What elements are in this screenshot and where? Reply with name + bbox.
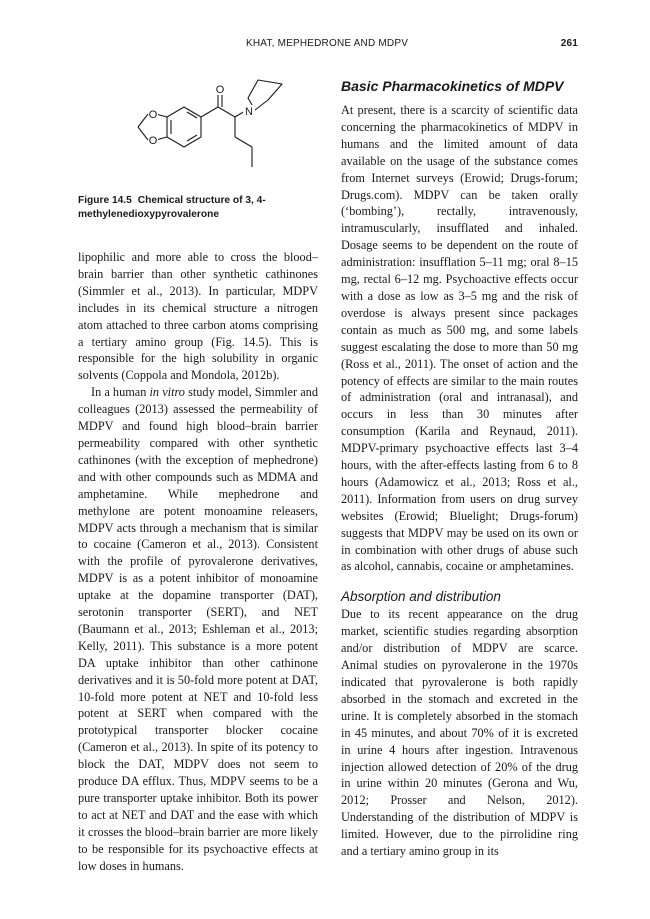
figure-caption — [78, 194, 324, 222]
figure — [78, 74, 324, 222]
benzene-ring — [167, 107, 201, 147]
aromatic-bond — [187, 112, 197, 118]
chemical-structure-diagram — [108, 74, 298, 184]
figure-number: Figure 14.5 — [78, 195, 132, 206]
body-paragraph: Due to its recent appearance on the drug market, scientific studies regarding absorption and/or distribution of MDPV are scarce. Animal studies on pyrovalerone in the 1970s indicated that pyrovalerone is both rapidly absorbed in the stomach and excreted in the urine. It is completely absorbed in the stomach in 45 minutes, and about 70% of it is excreted in urine 4 hours after ingestion. Intravenous injection allowed detection of 20% of the drug in urine within 20 minutes (Gerona and Wu, 2012; Prosser and Nelson, 2012). Understanding of the distribution of MDPV is limited. However, due to the pirrolidine ring and a tertiary amino group in its — [341, 607, 578, 859]
running-head — [78, 38, 578, 52]
oxygen-atom-label: O — [148, 135, 158, 147]
subsection-heading: Absorption and distribution — [341, 589, 501, 605]
running-title: KHAT, MEPHEDRONE AND MDPV — [246, 38, 409, 49]
page-number: 261 — [560, 38, 578, 49]
right-column — [341, 77, 578, 860]
figure-caption-text: Chemical structure of 3, 4-methylenedioxypyrovalerone — [78, 195, 266, 220]
body-paragraph: At present, there is a scarcity of scientific data concerning the pharmacokinetics of MDPV in humans and the limited amount of data available on the usage of the substance comes from Internet surveys (Erowid; Drugs-forum; Drugs.com). MDPV can be taken orally (‘bombing’), rectally, intravenously, intramuscularly, insufflated and inhaled. Dosage seems to be dependent on the route of administration: insufflation 5–11 mg; oral 8–15 mg, rectal 6–12 mg. Psychoactive effects occur with a dose as low as 3–5 mg and the risk of overdose is always present since packages contain as much as 500 mg, and some labels suggest escalating the dose to more than 50 mg (Ross et al., 2011). The onset of action and the potency of effects are similar to the main routes of administration (oral and intranasal), and occurs in less than 30 minutes after consumption (Karila and Reynaud, 2011). MDPV-primary psychoactive effects last 3–4 hours, with the after-effects lasting from 6 to 8 hours (Adamowicz et al., 2013; Ross et al., 2011). Information from users on drug survey websites (Erowid; Bluelight; Drugs-forum) suggests that MDPV may be used on its own or in combination with other drugs of abuse such as alcohol, cannabis, cocaine or amphetamines. — [341, 103, 578, 574]
oxygen-atom-label: O — [148, 109, 158, 121]
body-paragraph — [78, 384, 318, 874]
body-paragraph: lipophilic and more able to cross the blood–brain barrier than other synthetic cathinones (Simmler et al., 2013). In particular, MDPV includes in its chemical structure a nitrogen atom attached to three carbon atoms comprising a tertiary amino group (Fig. 14.5). This is responsible for the high solubility in organic solvents (Coppola and Mondola, 2012b). — [78, 250, 318, 383]
italic-term: in vitro — [149, 385, 185, 400]
oxygen-atom-label: O — [215, 84, 225, 96]
section-heading: Basic Pharmacokinetics of MDPV — [341, 78, 564, 94]
left-column — [78, 249, 318, 875]
nitrogen-atom-label: N — [245, 106, 253, 118]
paragraph-text: study model, Simmler and colleagues (2013) assessed the permeability of MDPV and found high blood–brain barrier permeability compared with other synthetic cathinones (with the exception of mephedrone) and with other compounds such as MDMA and amphetamine. While mephedrone and methylone are potent monoamine releasers, MDPV acts through a mechanism that is similar to cocaine (Cameron et al., 2013). Consistent with the profile of pyrovalerone derivatives, MDPV is as a potent inhibitor of monoamine uptake at the dopamine transporter (DAT), serotonin transporter (SERT), and NET (Baumann et al., 2013; Eshleman et al., 2013; Kelly, 2011). This substance is a more potent DA uptake inhibitor than other cathinone derivatives and it is 50-fold more potent at DAT, 10-fold more potent at NET and 10-fold less potent at SERT when compared with the prototypical transporter blocker cocaine (Cameron et al., 2013). In spite of its potency to block the DAT, MDPV does not seem to produce DA efflux. Thus, MDPV seems to be a pure transporter uptake inhibitor. Both its power to act at NET and DAT and the ease with which it crosses the blood–brain barrier are more likely to be responsible for its psychoactive effects at low doses in humans. — [78, 385, 318, 873]
paragraph-text: In a human — [91, 385, 150, 400]
